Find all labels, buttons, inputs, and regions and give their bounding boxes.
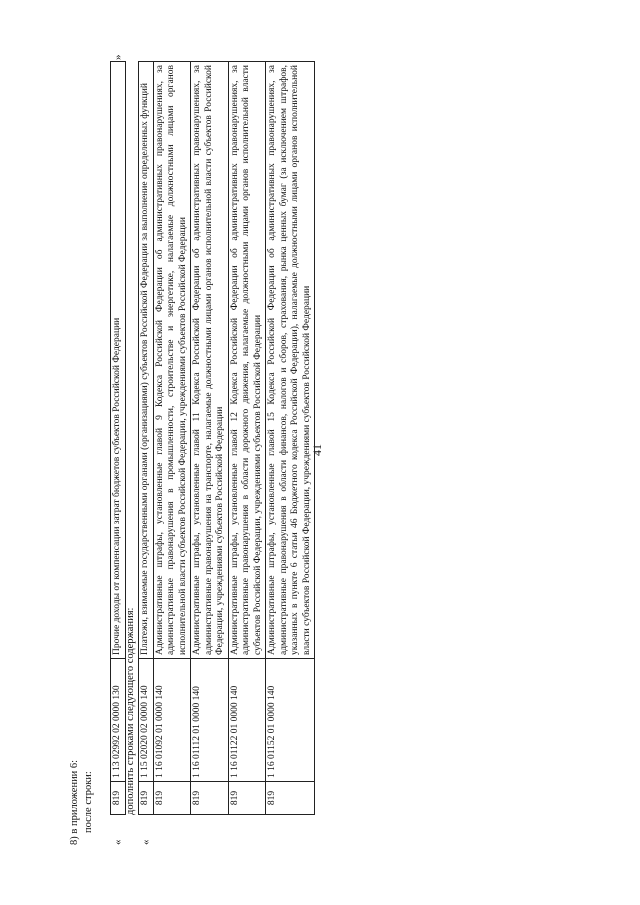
row-code2: 1 16 01092 01 0000 140: [153, 659, 191, 782]
row-code1: 819: [139, 782, 154, 815]
row-code1: 819: [228, 782, 266, 815]
add-rows-text: дополнить строками следующего содержания:: [125, 607, 136, 815]
row-code1: 819: [111, 782, 126, 815]
page-number: 41: [310, 444, 324, 456]
table-added-rows: [138, 61, 315, 815]
table-row: [153, 62, 191, 815]
quote-open-2: «: [140, 839, 152, 845]
row-code2: 1 16 01112 01 0000 140: [191, 659, 229, 782]
after-rows-text: после строки:: [83, 771, 94, 833]
row-code1: 819: [153, 782, 191, 815]
table-row: [111, 62, 126, 815]
table-row: [266, 62, 315, 815]
row-text: Прочие доходы от компенсации затрат бюджетов субъектов Российской Федерации: [111, 62, 126, 659]
rotated-content: [69, 45, 630, 845]
row-code2: 1 16 01152 01 0000 140: [266, 659, 315, 782]
table-row: [139, 62, 154, 815]
table-row: [191, 62, 229, 815]
row-code1: 819: [191, 782, 229, 815]
row-text: Административные штрафы, установленные главой 11 Кодекса Российской Федерации об административных правонарушениях, за административные правонарушения на транспорте, налагаемые должностными лицами органов исполнительной власти субъектов Российской Федерации, учреждениями субъектов Российской Федерации: [191, 62, 229, 659]
row-code2: 1 13 02992 02 0000 130: [111, 659, 126, 782]
row-text: Платежи, взимаемые государственными органами (организациями) субъектов Российской Федерации за выполнение определенных функций: [139, 62, 154, 659]
row-text: Административные штрафы, установленные главой 9 Кодекса Российской Федерации об административных правонарушениях, за административные правонарушения в промышленности, строительстве и энергетике, налагаемые должностными лицами органов исполнительной власти субъектов Российской Федерации, учреждениями субъектов Российской Федерации: [153, 62, 191, 659]
row-code1: 819: [266, 782, 315, 815]
quote-close-1: »: [112, 54, 124, 60]
intro-text: 8) в приложении 6:: [69, 759, 80, 845]
row-code2: 1 15 02020 02 0000 140: [139, 659, 154, 782]
row-text: Административные штрафы, установленные главой 15 Кодекса Российской Федерации об административных правонарушениях, за административные правонарушения в области финансов, налогов и сборов, страхования, рынка ценных бумаг (за исключением штрафов, указанных в пункте 6 статьи 46 Бюджетного кодекса Российской Федерации), налагаемые должностными лицами органов исполнительной власти субъектов Российской Федерации, учреждениями субъектов Российской Федерации: [266, 62, 315, 659]
table-row: [228, 62, 266, 815]
row-text: Административные штрафы, установленные главой 12 Кодекса Российской Федерации об административных правонарушениях, за административные правонарушения в области дорожного движения, налагаемые должностными лицами органов исполнительной власти субъектов Российской Федерации, учреждениями субъектов Российской Федерации: [228, 62, 266, 659]
row-code2: 1 16 01122 01 0000 140: [228, 659, 266, 782]
quote-open-1: «: [112, 839, 124, 845]
